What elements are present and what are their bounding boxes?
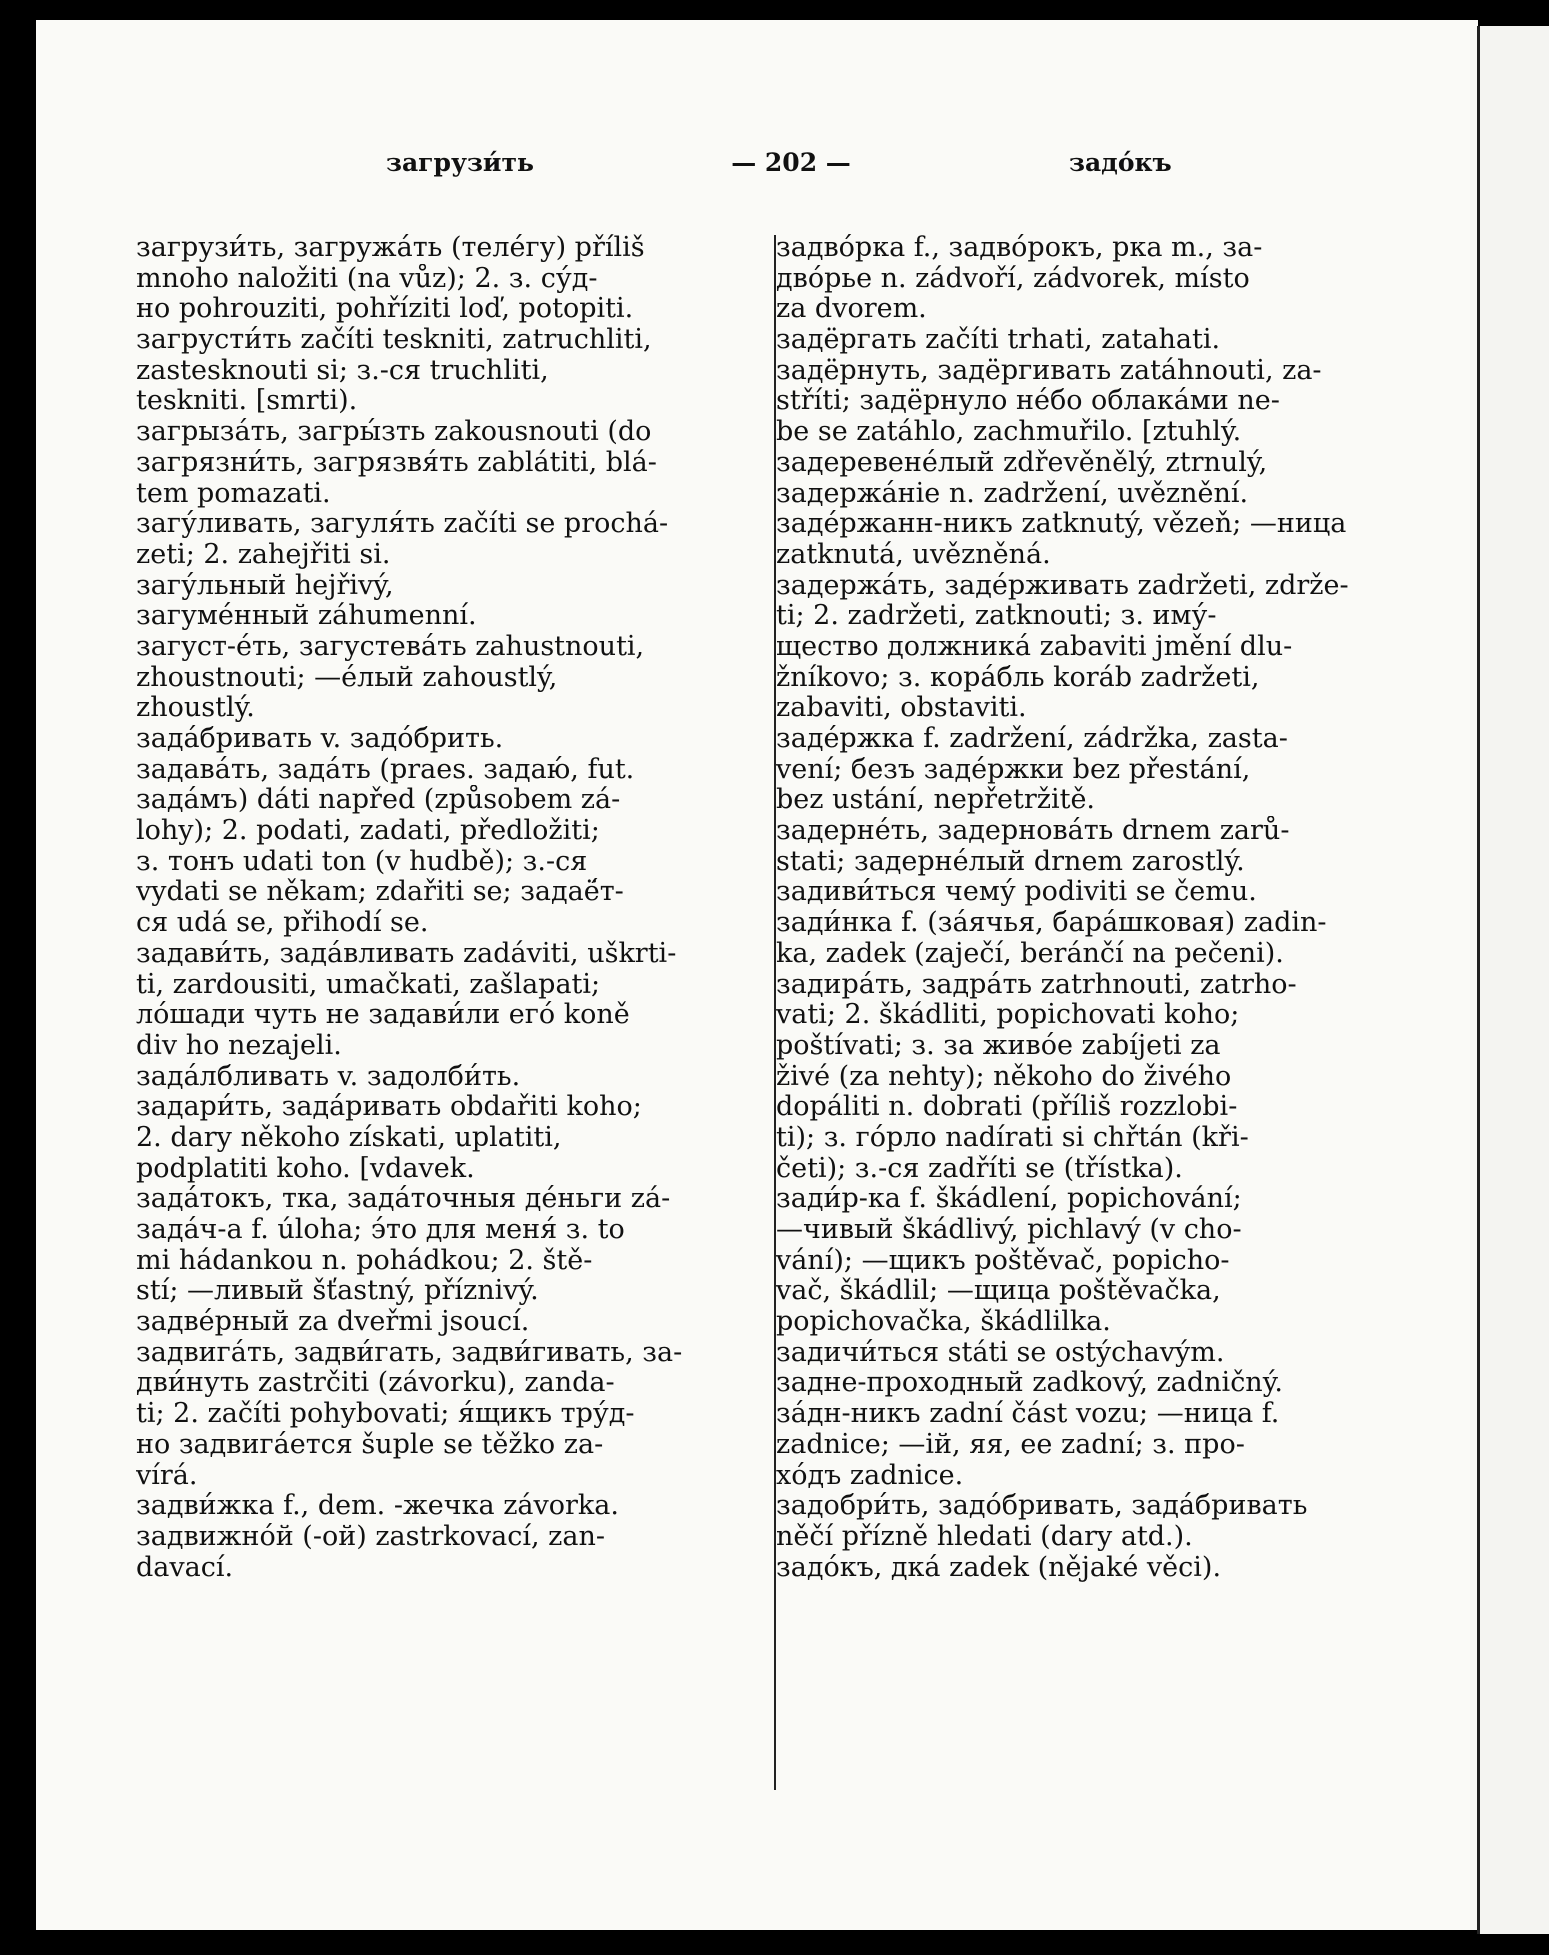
right-column [776,233,1396,1583]
dictionary-line: stříti; задёрнуло не́бо облака́ми ne- [776,386,1280,417]
dictionary-line: за́дн-никъ zadní část vozu; —ница f. [776,1399,1280,1430]
dictionary-line: četi); з.-ся zadříti se (třístka). [776,1153,1183,1184]
dictionary-line: vírá. [136,1460,198,1491]
dictionary-line: teskniti. [smrti). [136,386,358,417]
dictionary-line: be se zatáhlo, zachmuřilo. [ztuhlý. [776,417,1242,448]
dictionary-line: щество должника́ zabaviti jmění dlu- [776,631,1293,662]
dictionary-line: dopáliti n. dobrati (příliš rozzlobi- [776,1092,1238,1123]
dictionary-line: ti); з. го́рло nadírati si chřtán (kři- [776,1122,1249,1153]
dictionary-line: загу́льный hejřivý, [136,570,394,601]
dictionary-line: задиви́ться чему́ podiviti se čemu. [776,877,1257,908]
dictionary-line: vání); —щикъ poštěvač, popicho- [776,1245,1230,1276]
header-right-word: задо́къ [1069,148,1172,177]
dictionary-line: tem pomazati. [136,478,331,509]
dictionary-line: задо́къ, дка́ zadek (nějaké věci). [776,1552,1222,1583]
dictionary-page [36,20,1478,1930]
dictionary-line: div ho nezajeli. [136,1030,342,1061]
dictionary-line: задеревене́лый zdřevěnělý, ztrnulý, [776,447,1268,478]
dictionary-line: mi hádankou n. pohádkou; 2. ště- [136,1245,593,1276]
page-header [36,148,1478,188]
dictionary-line: загрузи́ть, загружа́ть (теле́гу) příliš [136,233,645,263]
dictionary-line: zastesknouti si; з.-ся truchliti, [136,355,549,386]
dictionary-line: но задвига́ется šuple se těžko za- [136,1429,604,1460]
dictionary-line: но pohrouziti, pohříziti loď, potopiti. [136,294,634,325]
dictionary-line: vení; безъ заде́ржки bez přestání, [776,754,1251,785]
dictionary-line: vati; 2. škádliti, popichovati koho; [776,1000,1240,1031]
dictionary-line: задава́ть, зада́ть (praes. задаю́, fut. [136,754,635,785]
dictionary-line: zatknutá, uvězněná. [776,539,1051,570]
page-number: — 202 — [731,148,851,177]
header-left-word: загрузи́ть [386,148,534,177]
dictionary-line: заде́ржанн-никъ zatknutý, vězeň; —ница [776,509,1347,540]
dictionary-line: задне-проходный zadkový, zadničný. [776,1368,1283,1399]
dictionary-line: загрусти́ть začíti teskniti, zatruchliti, [136,325,652,356]
dictionary-line: zadnice; —ій, яя, ее zadní; з. про- [776,1429,1245,1460]
dictionary-line: 2. dary někoho získati, uplatiti, [136,1122,562,1153]
dictionary-line: зада́лбливать v. задолби́ть. [136,1061,521,1092]
dictionary-line: задержа́ніе n. zadržení, uvěznění. [776,478,1249,509]
dictionary-line: задира́ть, задра́ть zatrhnouti, zatrho- [776,969,1297,1000]
dictionary-line: zhoustnouti; —е́лый zahoustlý, [136,662,558,693]
dictionary-line: задержа́ть, заде́рживать zadržeti, zdrže- [776,570,1349,601]
dictionary-line: stí; —ливый šťastný, příznivý. [136,1276,539,1307]
dictionary-line: загуст-е́ть, загустева́ть zahustnouti, [136,631,645,662]
dictionary-line: задобри́ть, задо́бривать, зада́бривать [776,1491,1308,1522]
dictionary-line: задвига́ть, задви́гать, задви́гивать, за- [136,1337,683,1368]
dictionary-line: з. тонъ udati ton (v hudbě); з.-ся [136,846,588,877]
dictionary-line: poštívati; з. за живо́е zabíjeti za [776,1030,1221,1061]
dictionary-line: зади́нка f. (за́ячья, бара́шковая) zadin- [776,908,1327,939]
dictionary-line: зада́ч-а f. úloha; э́то для меня́ з. to [136,1215,625,1245]
dictionary-line: ся udá se, přihodí se. [136,908,429,939]
dictionary-line: vač, škádlil; —щица poštěvačka, [776,1276,1221,1307]
dictionary-line: задви́жка f., dem. -жечка závorka. [136,1491,619,1522]
dictionary-line: задво́рка f., задво́рокъ, рка m., за- [776,233,1263,263]
adjacent-page-edge [1477,26,1549,1934]
dictionary-line: ka, zadek (zaječí, beránčí na pečeni). [776,938,1284,969]
dictionary-line: загрязни́ть, загрязвя́ть zablátiti, blá- [136,447,657,478]
dictionary-line: bez ustání, nepřetržitě. [776,785,1096,816]
dictionary-line: živé (za nehty); někoho do živého [776,1061,1232,1092]
dictionary-line: zabaviti, obstaviti. [776,693,1027,724]
dictionary-line: заде́ржка f. zadržení, zádržka, zasta- [776,724,1288,754]
dictionary-line: davací. [136,1552,234,1583]
dictionary-line: хо́дъ zadnice. [776,1460,964,1491]
dictionary-line: zhoustlý. [136,693,255,724]
dictionary-line: —чивый škádlivý, pichlavý (v cho- [776,1215,1242,1245]
dictionary-line: загрыза́ть, загры́зть zakousnouti (do [136,417,652,448]
dictionary-line: задерне́ть, задернова́ть drnem zarů- [776,816,1290,847]
dictionary-line: ti; 2. začíti pohybovati; я́щикъ тру́д- [136,1399,635,1430]
dictionary-line: žníkovo; з. кора́бль koráb zadržeti, [776,662,1260,693]
dictionary-line: vydati se někam; zdařiti se; задаё́т- [136,877,624,908]
dictionary-line: дви́нуть zastrčiti (závorku), zanda- [136,1368,615,1399]
dictionary-line: ti, zardousiti, umačkati, zašlapati; [136,969,601,1000]
dictionary-line: дво́рье n. zádvoří, zádvorek, místo [776,263,1250,294]
dictionary-line: lohy); 2. podati, zadati, předložiti; [136,816,600,847]
dictionary-line: задичи́ться státi se ostýchavým. [776,1337,1225,1368]
dictionary-line: зада́токъ, тка, зада́точныя де́ньги zá- [136,1184,671,1215]
dictionary-line: загу́ливать, загуля́ть začíti se prochá- [136,509,669,540]
dictionary-line: задвижно́й (-ой) zastrkovací, zan- [136,1521,605,1552]
dictionary-line: stati; задерне́лый drnem zarostlý. [776,846,1245,877]
dictionary-line: задави́ть, зада́вливать zadáviti, uškrti- [136,938,677,969]
dictionary-line: podplatiti koho. [vdavek. [136,1153,475,1184]
dictionary-line: зади́р-ка f. škádlení, popichování; [776,1184,1242,1215]
dictionary-line: задёргать začíti trhati, zatahati. [776,325,1221,356]
dictionary-line: зада́бривать v. задо́брить. [136,724,504,754]
dictionary-line: зада́мъ) dáti napřed (způsobem zá- [136,785,621,816]
dictionary-line: ло́шади чуть не задави́ли его́ koně [136,1000,630,1031]
dictionary-line: задари́ть, зада́ривать obdařiti koho; [136,1092,642,1123]
dictionary-line: něčí přízně hledati (dary atd.). [776,1521,1193,1552]
dictionary-line: zeti; 2. zahejřiti si. [136,539,391,570]
dictionary-line: popichovačka, škádlilka. [776,1307,1111,1338]
left-column [136,233,764,1583]
dictionary-line: задве́рный za dveřmi jsoucí. [136,1307,530,1338]
dictionary-line: ti; 2. zadržeti, zatknouti; з. иму́- [776,601,1217,632]
dictionary-line: задёрнуть, задёргивать zatáhnouti, za- [776,355,1322,386]
dictionary-line: загуме́нный záhumenní. [136,601,477,632]
dictionary-line: mnoho naložiti (na vůz); 2. з. су́д- [136,263,598,294]
dictionary-line: za dvorem. [776,294,927,325]
